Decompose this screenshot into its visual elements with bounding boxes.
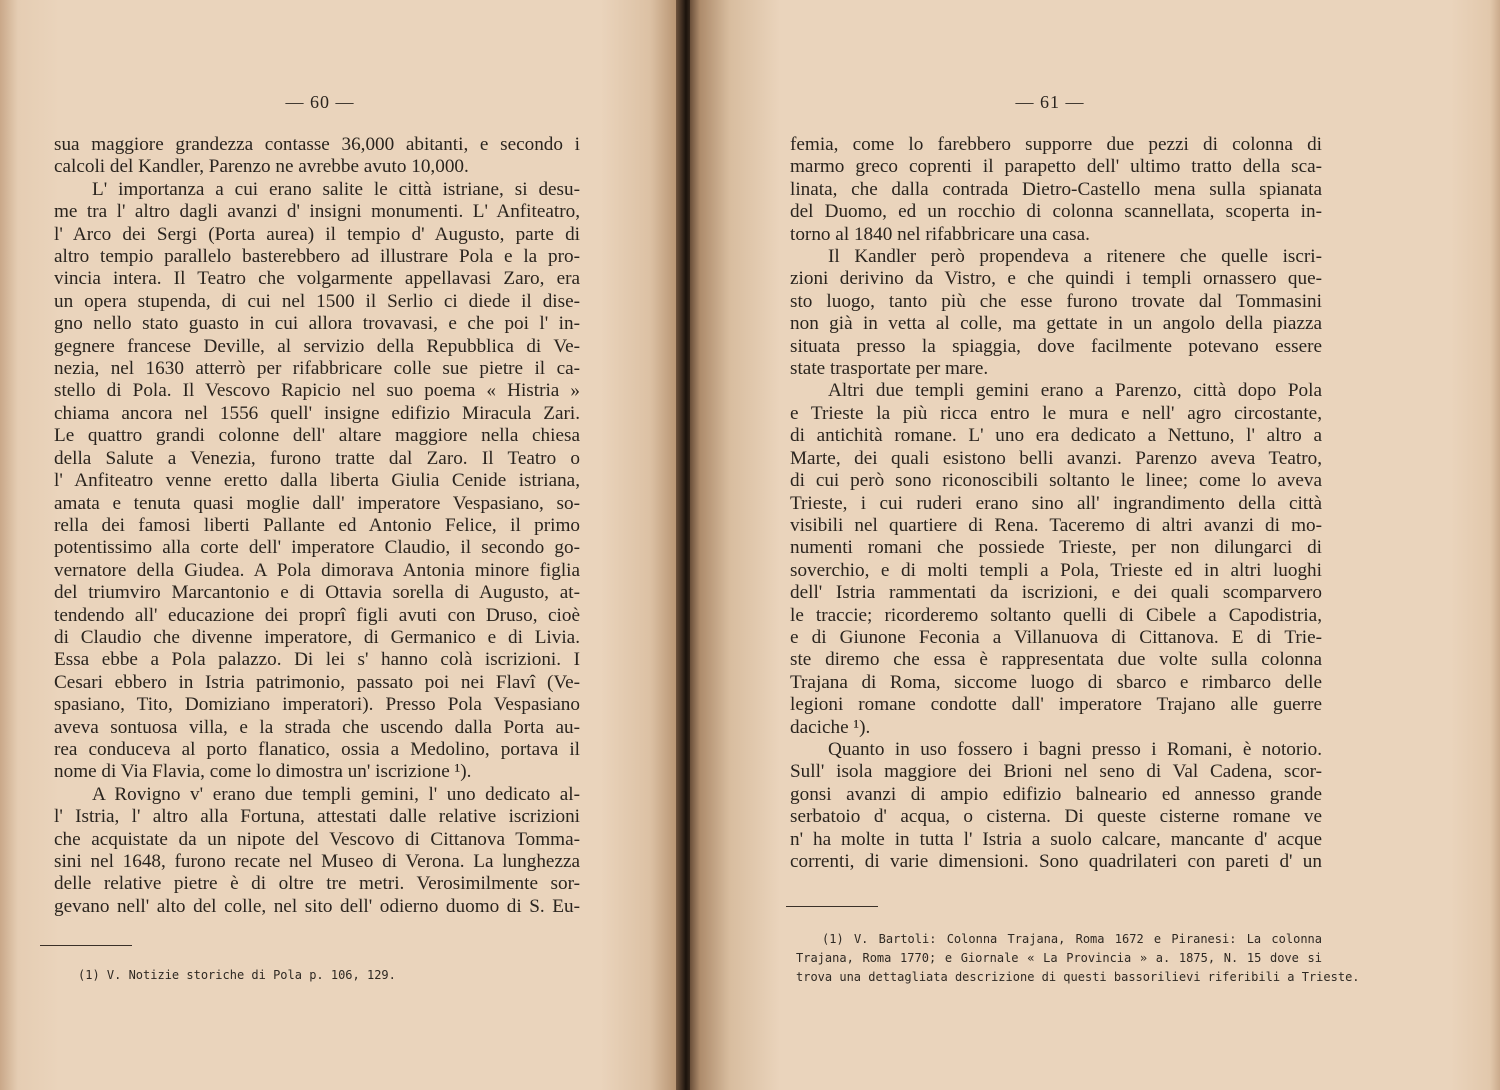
footnote-rule <box>40 945 132 946</box>
left-page <box>0 0 684 1090</box>
text-line: che acquistate da un nipote del Vescovo di Cittanova Tomma- <box>54 828 580 850</box>
footnote-line: Trajana, Roma 1770; e Giornale « La Provincia » a. 1875, N. 15 dove si <box>796 951 1322 965</box>
text-line: sua maggiore grandezza contasse 36,000 abitanti, e secondo i <box>54 134 580 155</box>
text-line: dell' Istria rammentati da iscrizioni, e dei quali scomparvero <box>790 582 1322 604</box>
text-line: ste diremo che essa è rappresentata due volte sulla colonna <box>790 649 1322 671</box>
text-line: gegnere francese Deville, al servizio della Repubblica di Ve- <box>54 335 580 357</box>
text-line: A Rovigno v' erano due templi gemini, l' uno dedicato al- <box>92 783 580 805</box>
text-line: linata, che dalla contrada Dietro-Castello mena sulla spianata <box>790 178 1322 200</box>
text-line: potentissimo alla corte dell' imperatore Claudio, il secondo go- <box>54 537 580 559</box>
text-line: chiama ancora nel 1556 quell' insigne edifizio Miracula Zari. <box>54 402 580 424</box>
text-line: di antichità romane. L' uno era dedicato a Nettuno, l' altro a <box>790 425 1322 447</box>
text-line: numenti romani che possiede Trieste, per non dilungarci di <box>790 537 1322 559</box>
text-line: e Trieste la più ricca entro le mura e nell' agro circostante, <box>790 402 1322 424</box>
text-line: l' Anfiteatro venne eretto dalla liberta Giulia Cenide istriana, <box>54 470 580 492</box>
text-line: vincia intera. Il Teatro che volgarmente appellavasi Zaro, era <box>54 268 580 290</box>
page-number: — 61 — <box>1015 92 1085 112</box>
text-line: Il Kandler però propendeva a ritenere che quelle iscri- <box>828 246 1322 268</box>
text-line: sini nel 1648, furono recate nel Museo di Verona. La lunghezza <box>54 851 580 872</box>
footnote-line: trova una dettagliata descrizione di questi bassorilievi riferibili a Trieste. <box>796 970 1360 984</box>
text-line: Marte, dei quali esistono belli avanzi. Parenzo aveva Teatro, <box>790 447 1322 469</box>
footnote-rule <box>786 906 878 907</box>
text-line: tendendo all' educazione dei proprî figli avuti con Druso, cioè <box>54 604 580 626</box>
text-line: stello di Pola. Il Vescovo Rapicio nel suo poema « Histria » <box>54 380 580 402</box>
footnote: (1) V. Notizie storiche di Pola p. 106, 129. <box>78 968 396 982</box>
text-line: visibili nel quartiere di Rena. Taceremo di altri avanzi di mo- <box>790 514 1322 536</box>
text-line: di cui però sono riconoscibili soltanto le linee; come lo aveva <box>790 470 1322 492</box>
text-line: spasiano, Tito, Domiziano imperatori). Presso Pola Vespasiano <box>54 694 580 716</box>
text-line: del triumviro Marcantonio e di Ottavia sorella di Augusto, at- <box>54 582 580 604</box>
text-line: L' importanza a cui erano salite le città istriane, si desu- <box>92 178 580 200</box>
text-line: altro tempio parallelo basterebbero ad illustrare Pola e la pro- <box>54 246 580 268</box>
text-line: Quanto in uso fossero i bagni presso i Romani, è notorio. <box>828 738 1322 760</box>
text-line: nezia, nel 1630 atterrò per rifabbricare colle sue pietre il ca- <box>54 358 580 380</box>
text-line: rea conduceva al porto flanatico, ossia a Medolino, portava il <box>54 738 580 760</box>
text-line: sto luogo, tanto più che esse furono trovate dal Tommasini <box>790 290 1322 312</box>
text-line: e di Giunone Feconia a Villanuova di Cittanova. E di Trie- <box>790 626 1322 648</box>
text-line: Trieste, i cui ruderi erano sino all' ingrandimento della città <box>790 492 1322 514</box>
text-line: femia, come lo farebbero supporre due pezzi di colonna di <box>790 134 1322 155</box>
text-line: soverchio, e di molti templi a Pola, Trieste ed in altri luoghi <box>790 559 1322 581</box>
text-line: Le quattro grandi colonne dell' altare maggiore nella chiesa <box>54 425 580 447</box>
text-line: l' Arco dei Sergi (Porta aurea) il tempio d' Augusto, parte di <box>54 223 580 245</box>
text-line: nome di Via Flavia, come lo dimostra un' iscrizione ¹). <box>54 761 472 783</box>
text-line: Essa ebbe a Pola palazzo. Di lei s' hanno colà iscrizioni. I <box>54 649 580 671</box>
text-line: state trasportate per mare. <box>790 358 989 380</box>
text-line: rella dei famosi liberti Pallante ed Antonio Felice, il primo <box>54 514 580 536</box>
text-line: correnti, di varie dimensioni. Sono quadrilateri con pareti d' un <box>790 851 1322 872</box>
text-line: vernatore della Giudea. A Pola dimorava Antonia minore figlia <box>54 559 580 581</box>
text-line: le traccie; ricorderemo soltanto quelli di Cibele a Capodistria, <box>790 604 1322 626</box>
text-line: Altri due templi gemini erano a Parenzo, città dopo Pola <box>828 380 1322 402</box>
text-line: calcoli del Kandler, Parenzo ne avrebbe avuto 10,000. <box>54 156 469 178</box>
body-text <box>790 134 1322 873</box>
right-page <box>690 0 1500 1090</box>
text-line: amata e tenuta quasi moglie dall' imperatore Vespasiano, so- <box>54 492 580 514</box>
text-line: l' Istria, l' altro alla Fortuna, attestati dalle relative iscrizioni <box>54 806 580 828</box>
text-line: serbatoio d' acqua, o cisterna. Di queste cisterne romane ve <box>790 806 1322 828</box>
text-line: me tra l' altro dagli avanzi d' insigni monumenti. L' Anfiteatro, <box>54 201 580 223</box>
text-line: Cesari ebbero in Istria patrimonio, passato poi nei Flavî (Ve- <box>54 671 580 693</box>
text-line: gno nello stato guasto in cui allora trovavasi, e che poi l' in- <box>54 313 580 335</box>
text-line: aveva sontuosa villa, e la strada che uscendo dalla Porta au- <box>54 716 580 738</box>
text-line: marmo greco coprenti il parapetto dell' ultimo tratto della sca- <box>790 156 1322 178</box>
text-line: Sull' isola maggiore dei Brioni nel seno di Val Cadena, scor- <box>790 761 1322 783</box>
text-line: Trajana di Roma, siccome luogo di sbarco e rimbarco delle <box>790 671 1322 693</box>
text-line: torno al 1840 nel rifabbricare una casa. <box>790 223 1090 245</box>
body-text <box>54 134 580 918</box>
text-line: di Claudio che divenne imperatore, di Germanico e di Livia. <box>54 626 580 648</box>
text-line: zioni derivino da Vistro, e che quindi i templi ornassero que- <box>790 268 1322 290</box>
text-line: del Duomo, ed un rocchio di colonna scannellata, scoperta in- <box>790 201 1322 223</box>
page-number: — 60 — <box>285 92 355 112</box>
text-line: delle relative pietre è di oltre tre metri. Verosimilmente sor- <box>54 873 580 895</box>
text-line: un opera stupenda, di cui nel 1500 il Serlio ci diede il dise- <box>54 290 580 312</box>
text-line: non già in vetta al colle, ma gettate in un angolo della piazza <box>790 313 1322 335</box>
text-line: gevano nell' alto del colle, nel sito dell' odierno duomo di S. Eu- <box>54 895 580 917</box>
text-line: gonsi avanzi di ampio edifizio balneario ed annesso grande <box>790 783 1322 805</box>
text-line: della Salute a Venezia, furono tratte dal Zaro. Il Teatro o <box>54 447 580 469</box>
text-line: legioni romane condotte dall' imperatore Trajano alle guerre <box>790 694 1322 716</box>
footnote-line: (1) V. Bartoli: Colonna Trajana, Roma 1672 e Piranesi: La colonna <box>822 932 1322 946</box>
footnote <box>796 930 1360 987</box>
text-line: n' ha molte in tutta l' Istria a suolo calcare, mancante d' acque <box>790 828 1322 850</box>
text-line: daciche ¹). <box>790 716 871 738</box>
text-line: situata presso la spiaggia, dove facilmente potevano essere <box>790 335 1322 357</box>
